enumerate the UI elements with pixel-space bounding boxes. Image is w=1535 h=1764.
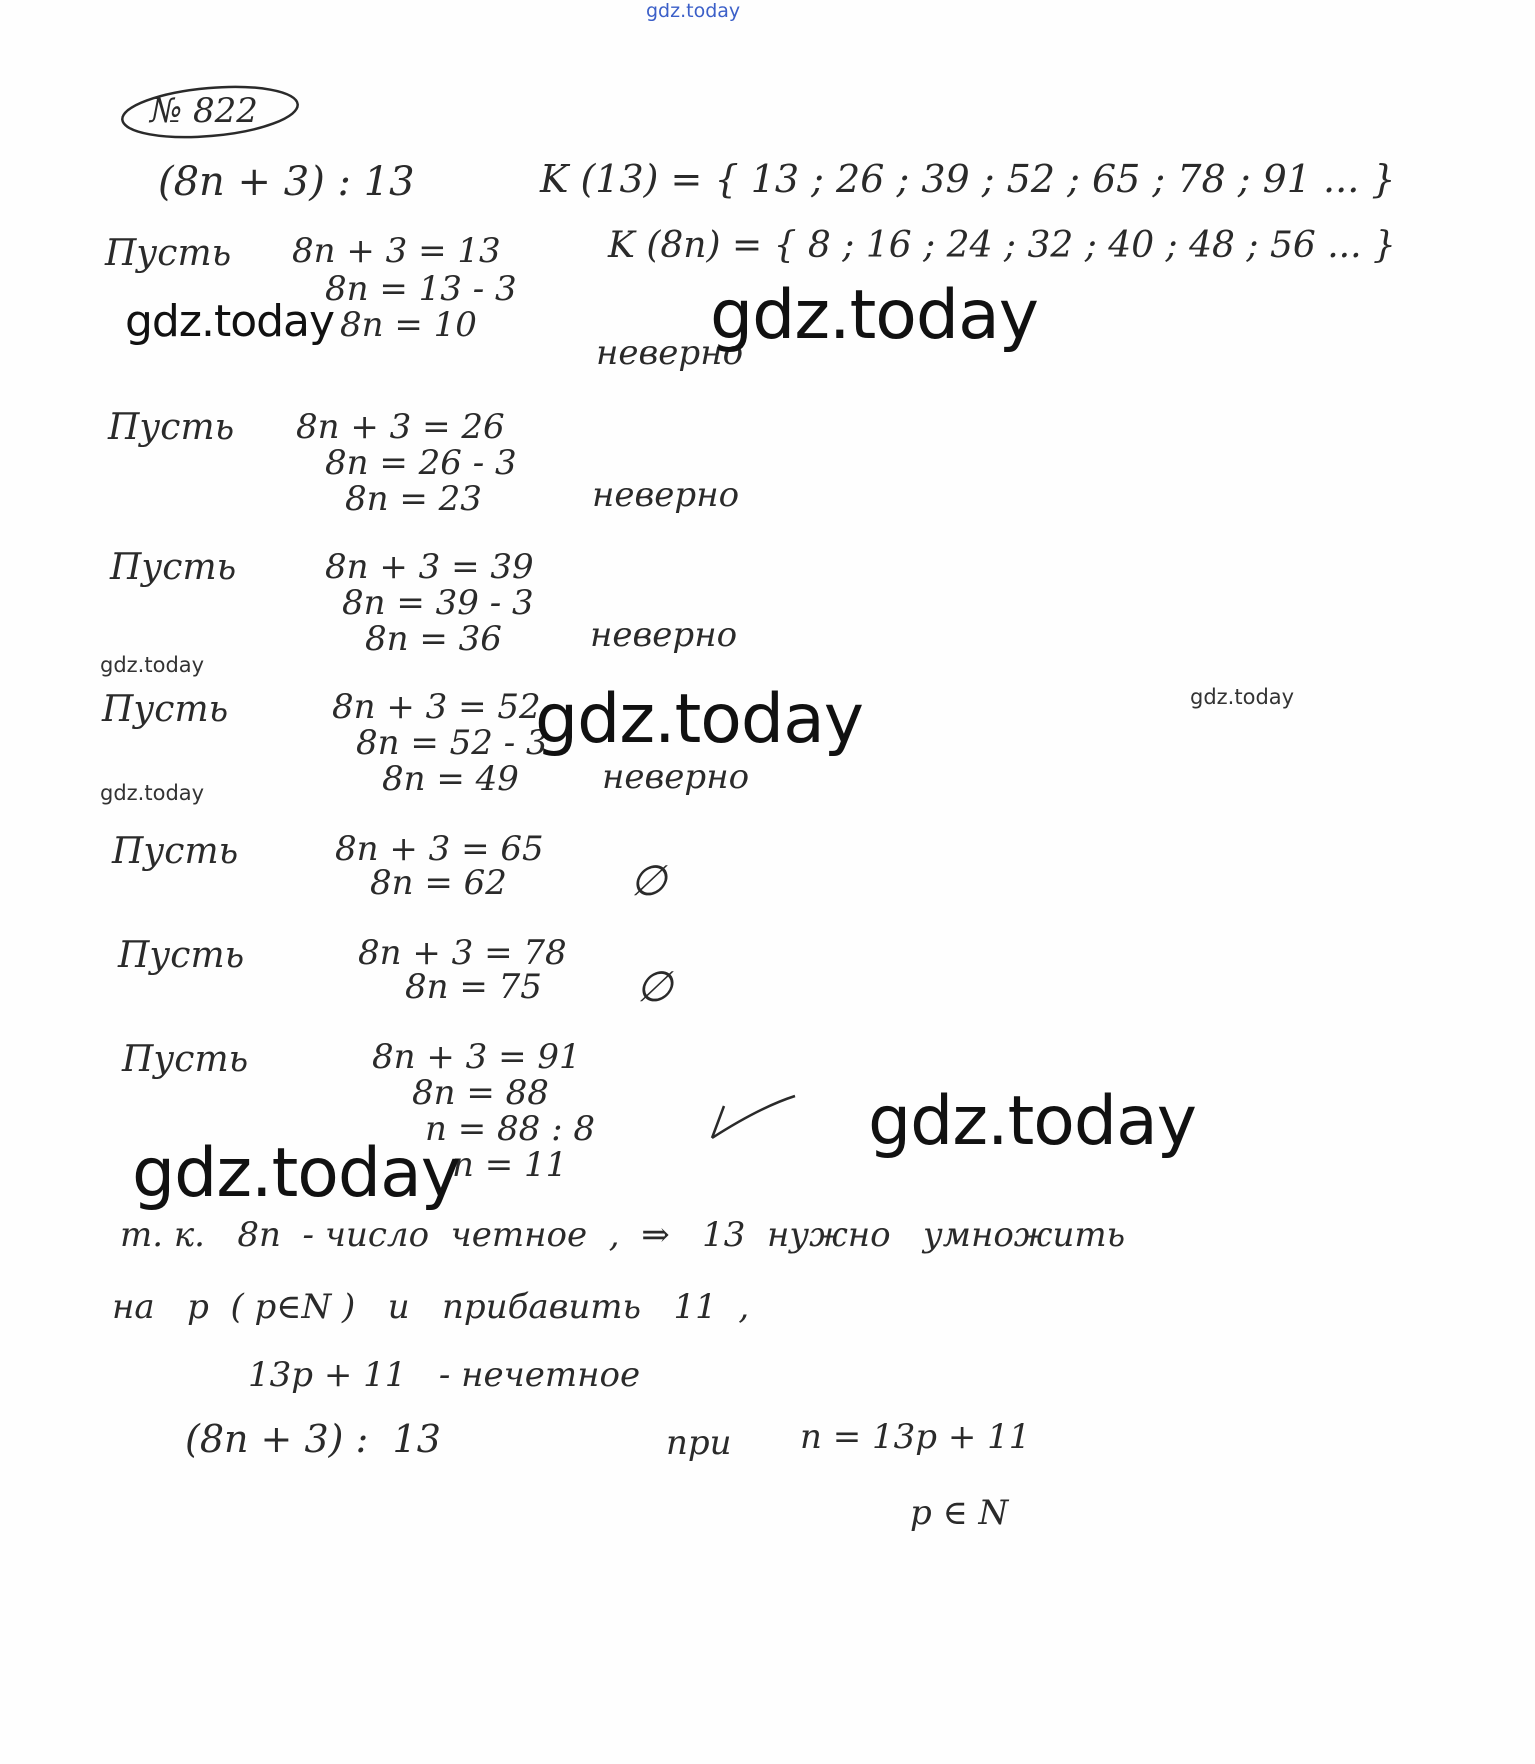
watermark-4: gdz.today [535, 680, 863, 759]
watermark-1: gdz.today [125, 296, 335, 347]
case-1-line-1: 8n + 3 = 13 [292, 231, 501, 271]
conclusion-line-3: 13p + 11 - нечетное [248, 1355, 641, 1395]
case-1-line-2: 8n = 13 - 3 [325, 269, 517, 309]
case-4-line-1: 8n + 3 = 52 [332, 687, 541, 727]
case-2-line-2: 8n = 26 - 3 [325, 443, 517, 483]
case-4-line-2: 8n = 52 - 3 [356, 723, 548, 763]
case-5-line-1: 8n + 3 = 65 [335, 829, 544, 869]
multiples-of-13: K (13) = { 13 ; 26 ; 39 ; 52 ; 65 ; 78 ; 91 ... } [540, 157, 1396, 201]
case-2-line-3: 8n = 23 [345, 479, 482, 519]
case-7-line-1: 8n + 3 = 91 [372, 1037, 581, 1077]
case-2-line-1: 8n + 3 = 26 [296, 407, 505, 447]
case-1-word: Пусть [105, 233, 232, 274]
conclusion-line-4-left: (8n + 3) : 13 [185, 1417, 441, 1461]
watermark-6: gdz.today [100, 781, 205, 805]
case-6-verdict: ∅ [636, 962, 673, 1011]
case-3-verdict: неверно [590, 615, 738, 655]
case-7-word: Пусть [122, 1039, 249, 1080]
conclusion-line-1: т. к. 8n - число четное , ⇒ 13 нужно умножить [120, 1215, 1126, 1255]
conclusion-line-5: p ∈ N [910, 1493, 1009, 1533]
top-watermark: gdz.today [646, 0, 741, 22]
case-5-word: Пусть [112, 831, 239, 872]
case-3-word: Пусть [110, 547, 237, 588]
case-6-line-1: 8n + 3 = 78 [358, 933, 567, 973]
multiples-of-8n: K (8n) = { 8 ; 16 ; 24 ; 32 ; 40 ; 48 ; 56 ... } [608, 225, 1396, 266]
case-4-line-3: 8n = 49 [382, 759, 519, 799]
watermark-3: gdz.today [100, 653, 205, 677]
problem-number: № 822 [150, 91, 258, 131]
case-3-line-3: 8n = 36 [365, 619, 502, 659]
case-7-line-3: n = 88 : 8 [425, 1109, 595, 1149]
watermark-8: gdz.today [132, 1134, 460, 1213]
watermark-2: gdz.today [710, 276, 1038, 355]
watermark-5: gdz.today [1190, 685, 1295, 709]
case-7-line-2: 8n = 88 [412, 1073, 549, 1113]
conclusion-line-2: на p ( p∈N ) и прибавить 11 , [112, 1287, 750, 1327]
case-1-verdict: неверно [596, 333, 744, 373]
case-1-line-3: 8n = 10 [340, 305, 477, 345]
case-5-line-2: 8n = 62 [370, 863, 507, 903]
case-3-line-2: 8n = 39 - 3 [342, 583, 534, 623]
problem-statement: (8n + 3) : 13 [158, 159, 415, 205]
case-6-word: Пусть [118, 935, 245, 976]
case-2-word: Пусть [108, 407, 235, 448]
case-6-line-2: 8n = 75 [405, 967, 542, 1007]
watermark-7: gdz.today [868, 1082, 1196, 1161]
case-2-verdict: неверно [592, 475, 740, 515]
case-7-line-4: n = 11 [452, 1145, 568, 1185]
case-4-verdict: неверно [602, 757, 750, 797]
case-5-verdict: ∅ [630, 856, 667, 905]
case-3-line-1: 8n + 3 = 39 [325, 547, 534, 587]
case-4-word: Пусть [102, 689, 229, 730]
conclusion-line-4-mid: при [666, 1423, 732, 1463]
conclusion-line-4-right: n = 13p + 11 [800, 1417, 1031, 1457]
